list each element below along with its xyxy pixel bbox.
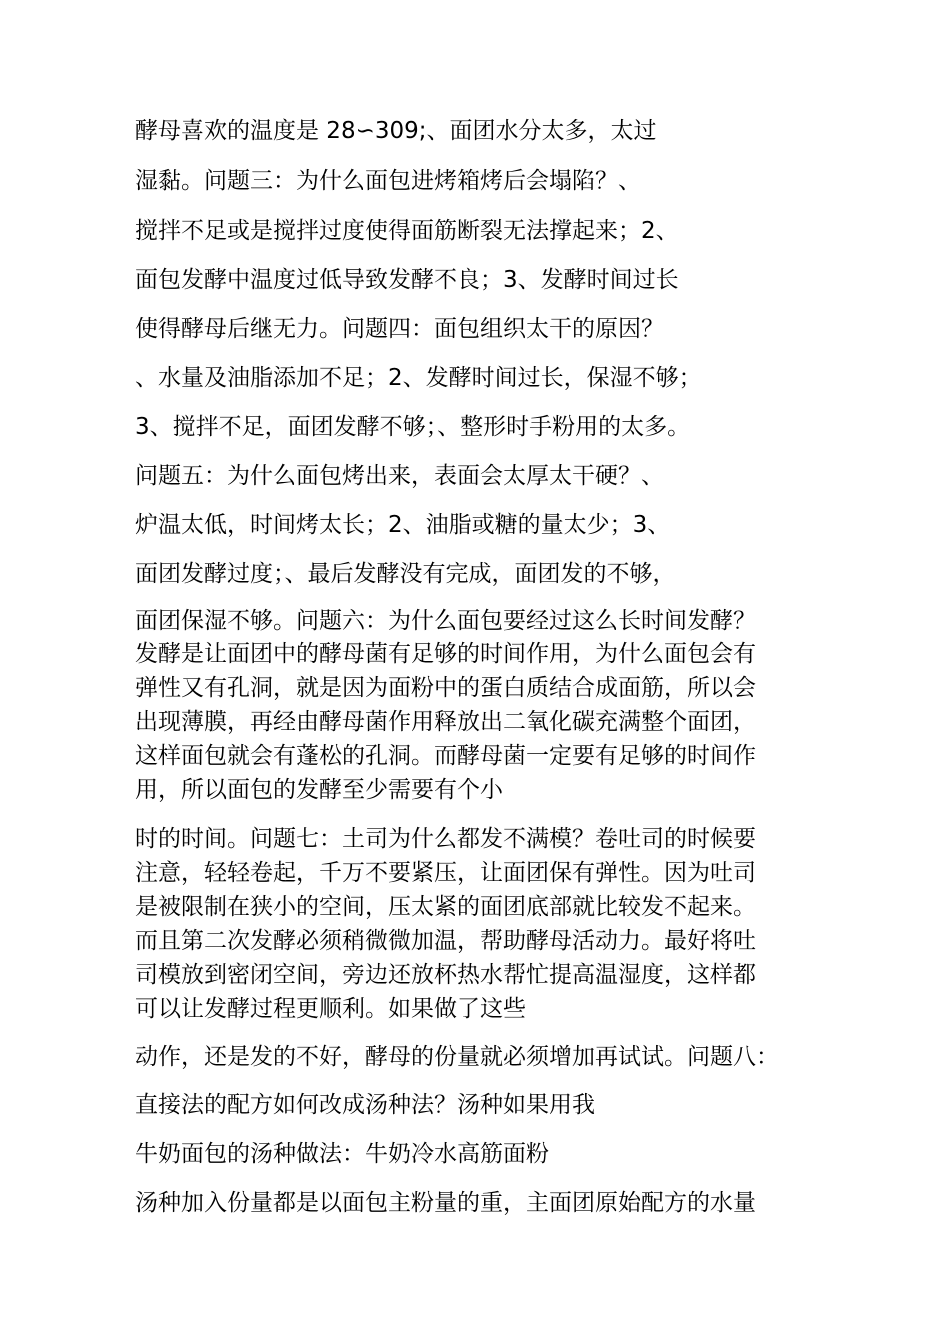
text-line: 问题五：为什么面包烤出来，表面会太厚太干硬？、 bbox=[135, 463, 664, 489]
text-line: 面团发酵过度；、最后发酵没有完成，面团发的不够， bbox=[135, 561, 676, 587]
text-line: 3、搅拌不足，面团发酵不够；、整形时手粉用的太多。 bbox=[135, 414, 691, 440]
text-line: 注意，轻轻卷起，千万不要紧压，让面团保有弹性。因为吐司 bbox=[135, 860, 756, 886]
text-line: 是被限制在狭小的空间，压太紧的面团底部就比较发不起来。 bbox=[135, 894, 756, 920]
text-line: 时的时间。问题七：土司为什么都发不满模？卷吐司的时候要 bbox=[135, 826, 756, 852]
text-line: 炉温太低，时间烤太长；2、油脂或糖的量太少；3、 bbox=[135, 512, 671, 538]
text-line: 发酵是让面团中的酵母菌有足够的时间作用，为什么面包会有 bbox=[135, 641, 756, 667]
text-line: 出现薄膜，再经由酵母菌作用释放出二氧化碳充满整个面团， bbox=[135, 709, 756, 735]
text-line: 搅拌不足或是搅拌过度使得面筋断裂无法撑起来；2、 bbox=[135, 218, 679, 244]
text-line: 酵母喜欢的温度是 28∽309;、面团水分太多，太过 bbox=[135, 118, 657, 144]
text-line: 司模放到密闭空间，旁边还放杯热水帮忙提高温湿度，这样都 bbox=[135, 962, 756, 988]
text-line: 、水量及油脂添加不足；2、发酵时间过长，保湿不够； bbox=[135, 365, 702, 391]
text-line: 使得酵母后继无力。问题四：面包组织太干的原因？ bbox=[135, 316, 664, 342]
text-line: 弹性又有孔洞，就是因为面粉中的蛋白质结合成面筋，所以会 bbox=[135, 675, 756, 701]
text-line: 动作，还是发的不好，酵母的份量就必须增加再试试。问题八： bbox=[135, 1044, 779, 1070]
text-line: 这样面包就会有蓬松的孔洞。而酵母菌一定要有足够的时间作 bbox=[135, 743, 756, 769]
text-line: 牛奶面包的汤种做法：牛奶冷水高筋面粉 bbox=[135, 1141, 549, 1167]
text-line: 可以让发酵过程更顺利。如果做了这些 bbox=[135, 996, 526, 1022]
text-line: 直接法的配方如何改成汤种法？汤种如果用我 bbox=[135, 1092, 595, 1118]
text-line: 面团保湿不够。问题六：为什么面包要经过这么长时间发酵？ bbox=[135, 608, 756, 634]
text-line: 而且第二次发酵必须稍微微加温，帮助酵母活动力。最好将吐 bbox=[135, 928, 756, 954]
text-line: 湿黏。问题三：为什么面包进烤箱烤后会塌陷？、 bbox=[135, 168, 641, 194]
text-line: 汤种加入份量都是以面包主粉量的重，主面团原始配方的水量 bbox=[135, 1190, 756, 1216]
text-line: 用，所以面包的发酵至少需要有个小 bbox=[135, 777, 503, 803]
text-line: 面包发酵中温度过低导致发酵不良；3、发酵时间过长 bbox=[135, 267, 679, 293]
